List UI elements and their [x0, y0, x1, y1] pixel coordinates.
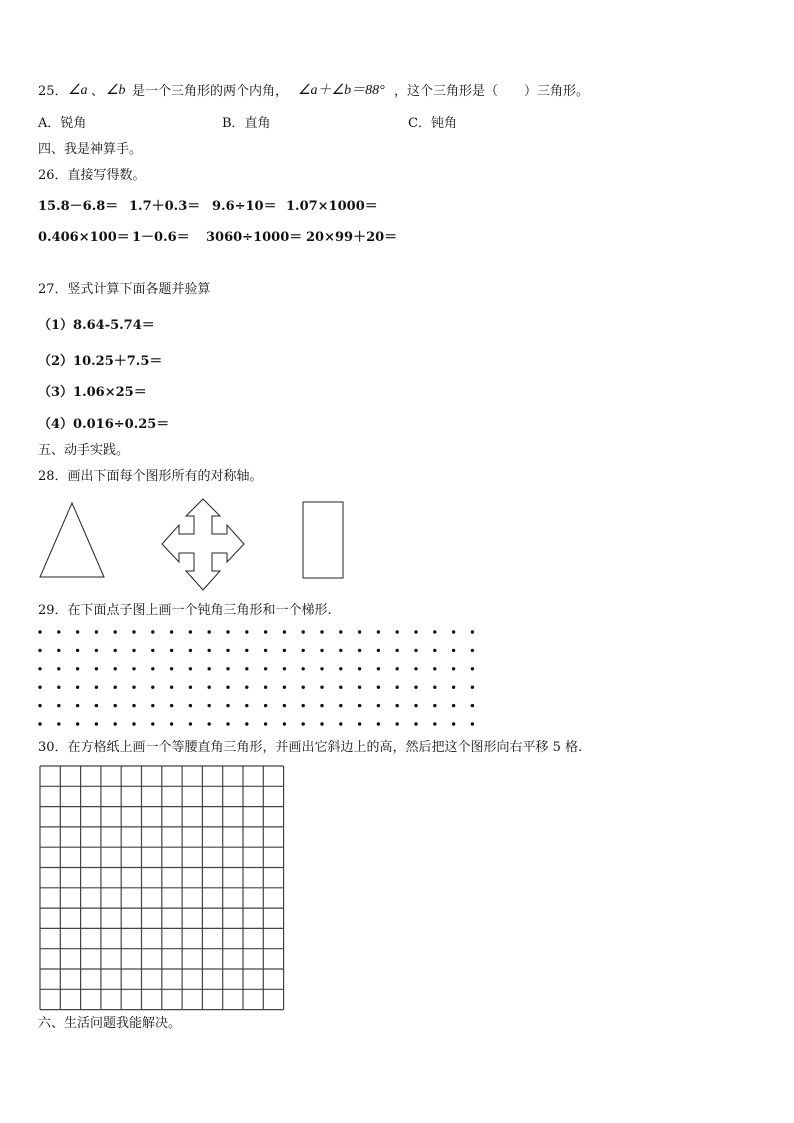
q26-r2-c3: 3060÷1000＝ — [206, 230, 303, 245]
q27-item-1: （1）8.64-5.74＝ — [38, 318, 155, 333]
q25-option-b: B．直角 — [222, 116, 271, 131]
q25-text-2: ，这个三角形是（ ）三角形。 — [394, 84, 590, 99]
q30-title: 30．在方格纸上画一个等腰直角三角形，并画出它斜边上的高，然后把这个图形向右平移 5 格. — [38, 740, 583, 755]
q26-r2-c1: 0.406×100＝ — [38, 230, 130, 245]
q29-title: 29．在下面点子图上画一个钝角三角形和一个梯形. — [38, 603, 332, 618]
q25-text-1: 是一个三角形的两个内角， — [132, 84, 289, 99]
q27-item-4: （4）0.016÷0.25＝ — [38, 417, 170, 432]
q26-title: 26．直接写得数。 — [38, 168, 146, 183]
q25-angle-a: ∠a — [68, 83, 88, 98]
q25-option-a: A．锐角 — [38, 116, 87, 131]
q26-r2-c2: 1－0.6＝ — [132, 230, 190, 245]
q25-option-c: C．钝角 — [408, 116, 457, 131]
q27-item-2: （2）10.25＋7.5＝ — [38, 354, 163, 369]
q25-separator: 、 — [91, 84, 105, 99]
section-5-heading: 五、动手实践。 — [38, 443, 130, 458]
q26-r1-c4: 1.07×1000＝ — [286, 199, 378, 214]
q27-item-3: （3）1.06×25＝ — [38, 385, 147, 400]
q25-angle-b: ∠b — [106, 83, 126, 98]
q25-number: 25． — [38, 84, 68, 99]
q26-r1-c2: 1.7＋0.3＝ — [129, 199, 201, 214]
q26-r2-c4: 20×99＋20＝ — [306, 230, 398, 245]
q26-r1-c1: 15.8－6.8＝ — [38, 199, 119, 214]
q27-title: 27．竖式计算下面各题并验算 — [38, 282, 211, 297]
q26-r1-c3: 9.6÷10＝ — [212, 199, 277, 214]
section-6-heading: 六、生活问题我能解决。 — [38, 1016, 182, 1031]
q28-title: 28．画出下面每个图形所有的对称轴。 — [38, 469, 263, 484]
q25-equation: ∠a＋∠b＝88° — [298, 83, 385, 98]
section-4-heading: 四、我是神算手。 — [38, 142, 143, 157]
